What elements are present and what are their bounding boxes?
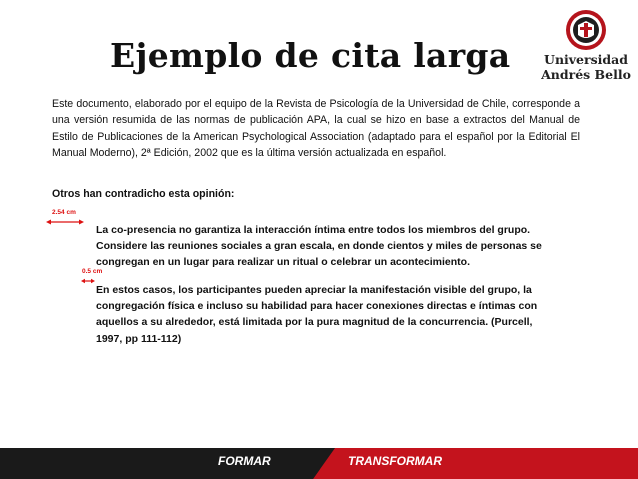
- logo-name-line1: Universidad: [544, 52, 628, 67]
- long-quote-paragraph-1: [82, 222, 552, 271]
- footer-slant-divider: [305, 448, 335, 479]
- quote-text-1: La co-presencia no garantiza la interacción íntima entre todos los miembros del grupo. Considere las reuniones sociales a gran escala, en donde cientos y miles de personas se congregan en un lugar para realizar un ritual o celebrar un acontecimiento.: [96, 224, 542, 269]
- indent-arrow-icon: [46, 218, 86, 226]
- intro-paragraph: Este documento, elaborado por el equipo de la Revista de Psicología de la Universidad de Chile, corresponde a una versión resumida de las normas de publicación APA, la cual se hizo en base a extractos del Manual de Estilo de Publicaciones de la American Psychological Association (adaptado para el español por la Editorial El Manual Moderno), 2ª Edición, 2002 que es la última versión actualizada en español.: [52, 98, 580, 160]
- indent-label-2-54: 2.54 cm: [52, 209, 76, 216]
- quote-text-2: En estos casos, los participantes pueden apreciar la manifestación visible del grupo, la congregación física e incluso su habilidad para hacer conexiones directas e íntimas con aquellos a su alrededor, está limitada por la pura magnitud de la concurrencia. (Purcell, 1997, pp 111-112): [96, 284, 538, 345]
- university-crest-icon: [540, 8, 632, 52]
- footer-formar: FORMAR: [218, 454, 271, 468]
- university-logo: [540, 8, 632, 84]
- footer-transformar: TRANSFORMAR: [348, 454, 442, 468]
- slide-title: Ejemplo de cita larga: [110, 36, 511, 75]
- logo-name-line2: Andrés Bello: [541, 67, 631, 82]
- long-quote-paragraph-2: [82, 282, 552, 347]
- indent-label-0-5: 0.5 cm: [82, 268, 103, 275]
- footer-bar: [0, 448, 638, 479]
- subheading: Otros han contradicho esta opinión:: [52, 188, 235, 200]
